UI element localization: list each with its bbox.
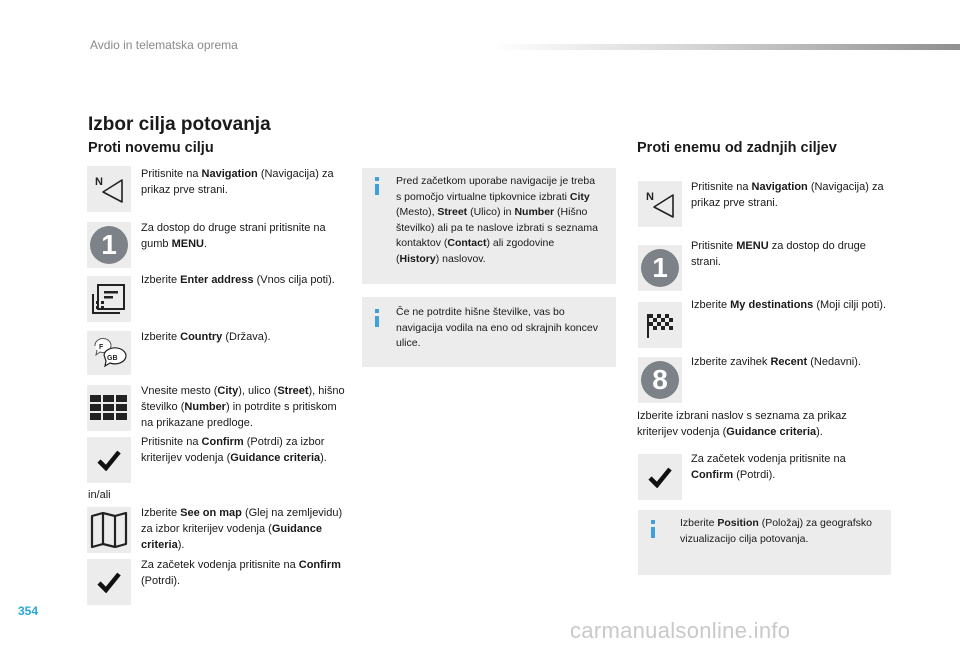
checkered-flag-icon bbox=[638, 302, 682, 348]
header-gradient-bar bbox=[490, 44, 960, 50]
map-icon bbox=[87, 507, 131, 553]
right-step2-text: Pritisnite MENU za dostop do druge strani. bbox=[691, 240, 866, 268]
right-heading: Proti enemu od zadnjih ciljev bbox=[637, 140, 837, 156]
step-number-box bbox=[638, 245, 682, 291]
info-icon-dot bbox=[651, 520, 655, 524]
svg-text:F: F bbox=[99, 344, 104, 351]
page-title: Izbor cilja potovanja bbox=[88, 114, 271, 135]
checkmark-icon bbox=[87, 437, 131, 483]
left-step3-text: Izberite Enter address (Vnos cilja poti). bbox=[141, 274, 335, 286]
left-step8-text: Za začetek vodenja pritisnite na Confirm (Potrdi). bbox=[141, 559, 341, 587]
right-step3-text: Izberite My destinations (Moji cilji poti). bbox=[691, 299, 886, 311]
info-box-3-text: Izberite Position (Položaj) za geografsko vizualizacijo cilja potovanja. bbox=[680, 517, 873, 545]
section-header: Avdio in telematska oprema bbox=[90, 38, 238, 52]
right-step6-text: Za začetek vodenja pritisnite na Confirm (Potrdi). bbox=[691, 453, 846, 481]
watermark: carmanualsonline.info bbox=[570, 618, 791, 643]
svg-text:GB: GB bbox=[107, 355, 118, 362]
step-number-box bbox=[638, 357, 682, 403]
info-icon bbox=[651, 527, 655, 538]
right-step1-text: Pritisnite na Navigation (Navigacija) za prikaz prve strani. bbox=[691, 181, 884, 209]
info-icon-dot bbox=[375, 309, 379, 313]
info-icon bbox=[375, 184, 379, 195]
enter-address-icon bbox=[87, 276, 131, 322]
info-box-1-text: Pred začetkom uporabe navigacije je treba s pomočjo virtualne tipkovnice izbrati City (Mesto), Street (Ulico) in Number (Hišno številko) ali pa te naslove izbrati s seznama kontaktov (Contact) ali zgodovine (History) naslovov. bbox=[396, 175, 598, 265]
svg-text:N: N bbox=[646, 191, 654, 203]
left-step7-text: Izberite See on map (Glej na zemljevidu) za izbor kriterijev vodenja (Guidance criteria). bbox=[141, 507, 343, 551]
page-number: 354 bbox=[18, 604, 39, 618]
svg-text:N: N bbox=[95, 176, 103, 188]
checkmark-icon bbox=[87, 559, 131, 605]
or-label: in/ali bbox=[88, 489, 111, 501]
left-step4-text: Izberite Country (Država). bbox=[141, 331, 271, 343]
navigation-icon bbox=[87, 166, 131, 212]
left-heading: Proti novemu cilju bbox=[88, 140, 214, 156]
info-box-1 bbox=[362, 168, 616, 284]
step-number-8: 8 bbox=[641, 361, 679, 399]
info-box-3 bbox=[638, 510, 891, 575]
left-step1-text: Pritisnite na Navigation (Navigacija) za prikaz prve strani. bbox=[141, 168, 334, 196]
info-box-2-text: Če ne potrdite hišne številke, vas bo navigacija vodila na eno od skrajnih koncev ulice. bbox=[396, 306, 598, 349]
right-step4-text: Izberite zavihek Recent (Nedavni). bbox=[691, 356, 861, 368]
step-number-1: 1 bbox=[90, 226, 128, 264]
left-step5-text: Vnesite mesto (City), ulico (Street), hišno številko (Number) in potrdite s pritiskom na prikazane predloge. bbox=[141, 385, 345, 429]
right-step5-text: Izberite izbrani naslov s seznama za prikaz kriterijev vodenja (Guidance criteria). bbox=[637, 410, 847, 438]
checkmark-icon bbox=[638, 454, 682, 500]
keyboard-icon bbox=[87, 385, 131, 431]
left-step2-text: Za dostop do druge strani pritisnite na gumb MENU. bbox=[141, 222, 326, 250]
info-icon bbox=[375, 316, 379, 327]
country-icon bbox=[87, 331, 131, 375]
info-box-2 bbox=[362, 297, 616, 367]
step-number-1: 1 bbox=[641, 249, 679, 287]
left-step6-text: Pritisnite na Confirm (Potrdi) za izbor kriterijev vodenja (Guidance criteria). bbox=[141, 436, 327, 464]
info-icon-dot bbox=[375, 177, 379, 181]
step-number-box bbox=[87, 222, 131, 268]
navigation-icon bbox=[638, 181, 682, 227]
